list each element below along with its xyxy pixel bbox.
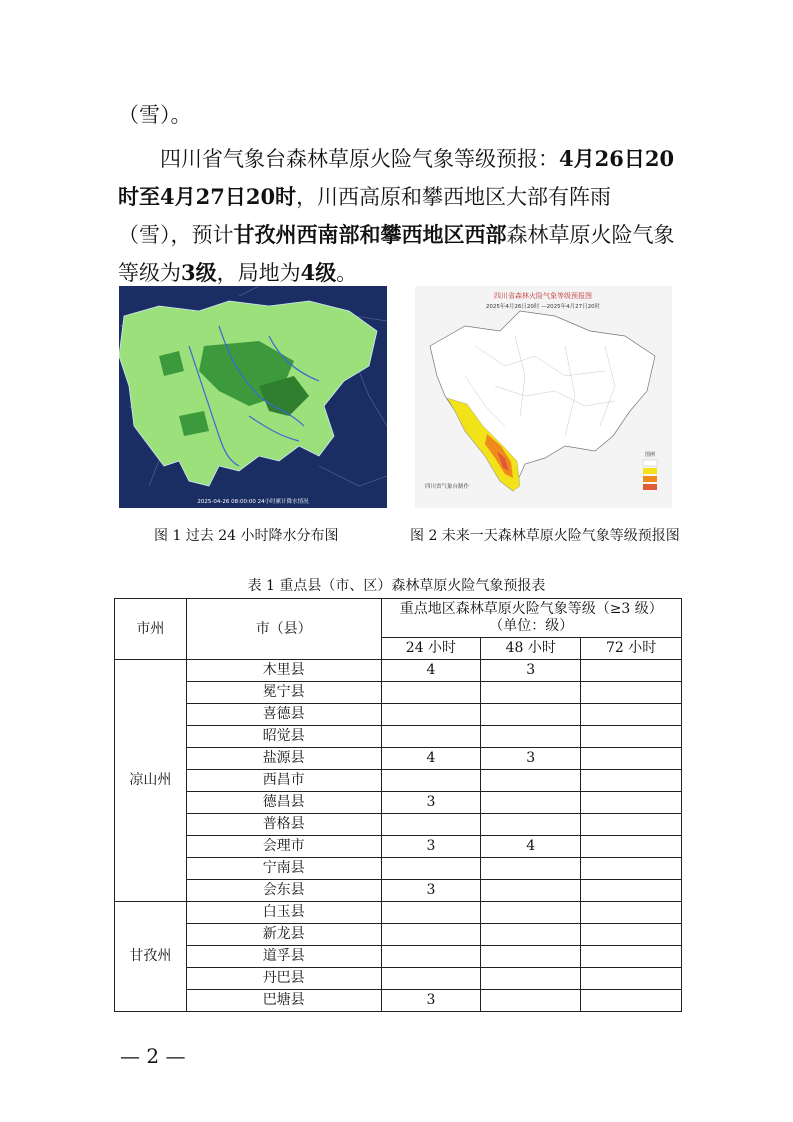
bold-run: 4月26日20时至4月27日20时: [118, 146, 675, 209]
level-cell-h24: 3: [381, 990, 481, 1012]
level-cell-h24: [381, 946, 481, 968]
level-cell-h72: [581, 836, 682, 858]
county-cell: 会东县: [186, 880, 381, 902]
fire-risk-map-figure: [415, 286, 672, 508]
level-cell-h24: [381, 924, 481, 946]
county-cell: 普格县: [186, 814, 381, 836]
level-cell-h48: [481, 946, 581, 968]
level-cell-h24: 3: [381, 792, 481, 814]
county-cell: 白玉县: [186, 902, 381, 924]
table-row: [115, 726, 682, 748]
county-cell: 宁南县: [186, 858, 381, 880]
level-cell-h24: [381, 902, 481, 924]
table-row: [115, 704, 682, 726]
table-row: [115, 880, 682, 902]
text-run: 四川省气象台森林草原火险气象等级预报：: [160, 147, 559, 171]
level-cell-h24: [381, 770, 481, 792]
level-cell-h48: [481, 682, 581, 704]
header-48h: 48 小时: [481, 638, 581, 660]
level-cell-h24: [381, 682, 481, 704]
table-row: [115, 770, 682, 792]
level-cell-h72: [581, 990, 682, 1012]
precipitation-map-image: [119, 286, 387, 508]
text-run: 。: [336, 261, 358, 285]
level-cell-h72: [581, 924, 682, 946]
city-cell: 凉山州: [115, 660, 187, 902]
level-cell-h48: [481, 770, 581, 792]
level-cell-h48: [481, 792, 581, 814]
county-cell: 盐源县: [186, 748, 381, 770]
level-cell-h72: [581, 792, 682, 814]
city-cell: 甘孜州: [115, 902, 187, 1012]
map2-title: 四川省森林火险气象等级预报图: [494, 292, 592, 300]
header-24h: 24 小时: [381, 638, 481, 660]
map1-bottom-label: 2025-04-26 08:00:00 24小时累计降水情况: [197, 499, 309, 505]
table-row: [115, 836, 682, 858]
level-cell-h72: [581, 660, 682, 682]
precipitation-map-figure: [119, 286, 387, 508]
fire-risk-table: [114, 598, 682, 1012]
text-run: ，局地为: [216, 261, 301, 285]
level-cell-h48: [481, 880, 581, 902]
bold-run: 3级: [181, 260, 217, 285]
table-row: [115, 660, 682, 682]
level-cell-h72: [581, 682, 682, 704]
county-cell: 丹巴县: [186, 968, 381, 990]
map2-legend-title: 图例: [644, 452, 656, 458]
level-cell-h48: [481, 990, 581, 1012]
level-cell-h24: [381, 858, 481, 880]
level-cell-h48: [481, 924, 581, 946]
header-county: 市（县）: [186, 599, 381, 660]
table-row: [115, 682, 682, 704]
table-caption: 表 1 重点县（市、区）森林草原火险气象预报表: [247, 578, 546, 594]
level-cell-h48: [481, 968, 581, 990]
level-cell-h24: 4: [381, 660, 481, 682]
level-cell-h48: 4: [481, 836, 581, 858]
county-cell: 喜德县: [186, 704, 381, 726]
table-row: [115, 748, 682, 770]
bold-run: 甘孜州西南部和攀西地区西部: [233, 222, 507, 247]
level-cell-h48: [481, 726, 581, 748]
county-cell: 巴塘县: [186, 990, 381, 1012]
level-cell-h72: [581, 814, 682, 836]
level-cell-h72: [581, 968, 682, 990]
level-cell-h72: [581, 770, 682, 792]
county-cell: 木里县: [186, 660, 381, 682]
level-cell-h24: [381, 814, 481, 836]
table-row: [115, 968, 682, 990]
fire-risk-map-image: [415, 286, 672, 508]
map2-legend: [643, 451, 657, 490]
forecast-paragraph: [118, 140, 678, 292]
table-row: [115, 792, 682, 814]
table-row: [115, 858, 682, 880]
level-cell-h48: 3: [481, 660, 581, 682]
level-cell-h72: [581, 946, 682, 968]
county-cell: 西昌市: [186, 770, 381, 792]
level-cell-h48: 3: [481, 748, 581, 770]
table-row: [115, 814, 682, 836]
paragraph-continuation: （雪）。: [118, 103, 192, 127]
level-cell-h24: [381, 704, 481, 726]
table-row: [115, 990, 682, 1012]
map2-subtitle: 2025年4月26日20时 —2025年4月27日20时: [485, 304, 601, 310]
level-cell-h72: [581, 726, 682, 748]
level-cell-h48: [481, 704, 581, 726]
header-level-title: 重点地区森林草原火险气象等级（≥3 级）: [399, 601, 663, 617]
county-cell: 道孚县: [186, 946, 381, 968]
figure1-caption: 图 1 过去 24 小时降水分布图: [154, 528, 339, 544]
level-cell-h72: [581, 748, 682, 770]
table-row: [115, 946, 682, 968]
level-cell-h72: [581, 704, 682, 726]
header-city: 市州: [115, 599, 187, 660]
header-level: [381, 599, 681, 638]
level-cell-h24: 4: [381, 748, 481, 770]
level-cell-h48: [481, 814, 581, 836]
level-cell-h48: [481, 858, 581, 880]
level-cell-h72: [581, 858, 682, 880]
county-cell: 新龙县: [186, 924, 381, 946]
text-run: ，川西高原和攀西地区大部有阵雨（雪），预计: [118, 185, 612, 247]
table-row: [115, 902, 682, 924]
level-cell-h24: [381, 968, 481, 990]
county-cell: 德昌县: [186, 792, 381, 814]
county-cell: 昭觉县: [186, 726, 381, 748]
header-level-unit: （单位：级）: [489, 618, 574, 634]
level-cell-h24: [381, 726, 481, 748]
level-cell-h48: [481, 902, 581, 924]
county-cell: 会理市: [186, 836, 381, 858]
level-cell-h72: [581, 902, 682, 924]
text-run: 森林草原火险气象等级为: [118, 223, 675, 285]
level-cell-h72: [581, 880, 682, 902]
level-cell-h24: 3: [381, 836, 481, 858]
county-cell: 冕宁县: [186, 682, 381, 704]
header-72h: 72 小时: [581, 638, 682, 660]
figure2-caption: 图 2 未来一天森林草原火险气象等级预报图: [410, 528, 680, 544]
level-cell-h24: 3: [381, 880, 481, 902]
bold-run: 4级: [300, 260, 337, 285]
map2-credit: 四川省气象台制作: [425, 484, 470, 490]
table-row: [115, 924, 682, 946]
page-number: — 2 —: [120, 1044, 186, 1068]
